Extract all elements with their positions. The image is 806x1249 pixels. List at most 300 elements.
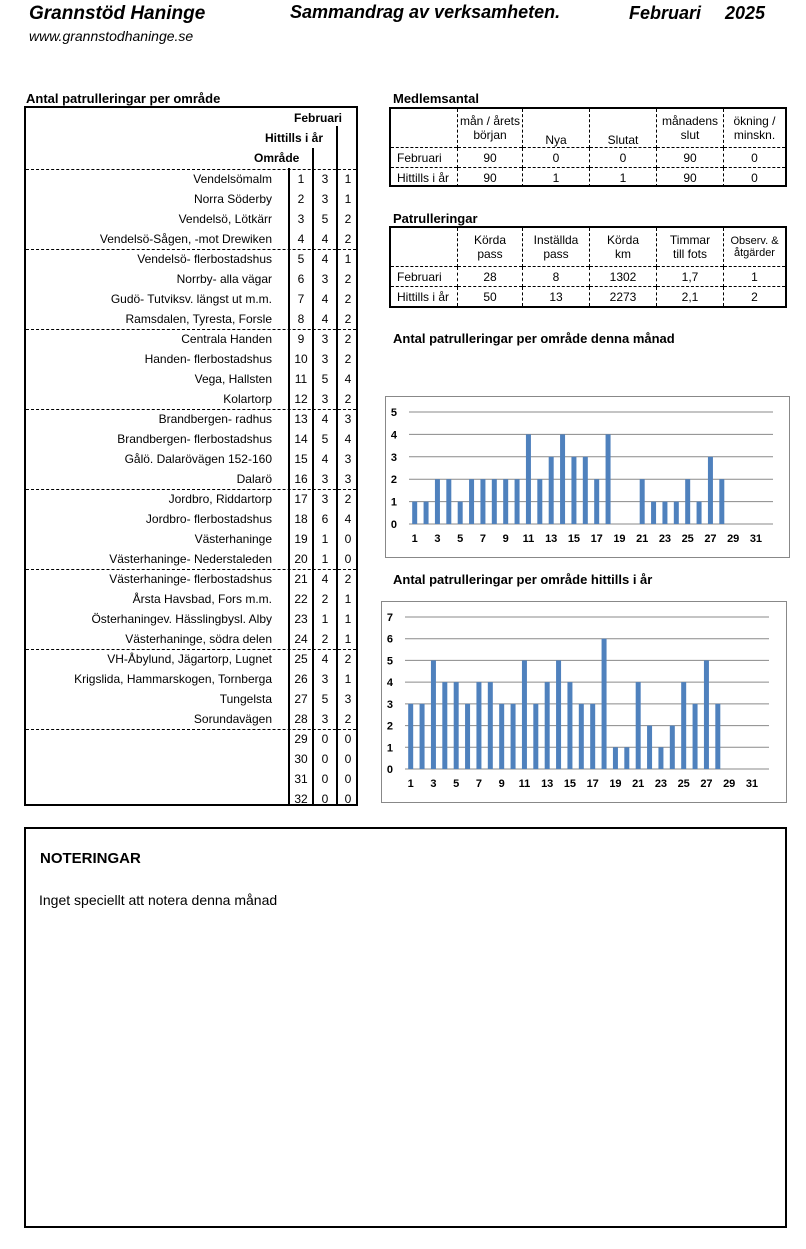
- area-row: [26, 569, 356, 589]
- area-number: 3: [297, 212, 305, 226]
- area-row: [26, 769, 356, 789]
- area-month-count: 3: [321, 172, 329, 186]
- bar: [594, 479, 599, 524]
- bar: [499, 704, 504, 769]
- patrols-cell: 8: [523, 267, 590, 287]
- members-table: [389, 107, 787, 187]
- notes-text: Inget speciellt att notera denna månad: [39, 892, 278, 908]
- area-month-count: 5: [321, 372, 329, 386]
- col-month-header: Februari: [294, 111, 343, 125]
- area-number: 20: [294, 552, 308, 566]
- bar: [556, 660, 561, 769]
- area-month-count: 3: [321, 492, 329, 506]
- x-tick-label: 1: [407, 778, 414, 790]
- x-tick-label: 23: [654, 778, 668, 790]
- area-ytd-count: 0: [344, 732, 352, 746]
- bar: [681, 682, 686, 769]
- bar: [492, 479, 497, 524]
- x-tick-label: 19: [613, 533, 626, 545]
- x-tick-label: 23: [658, 533, 672, 545]
- bar: [465, 704, 470, 769]
- x-tick-label: 13: [545, 533, 558, 545]
- area-name: Gålö. Dalarövägen 152-160: [124, 452, 272, 466]
- area-month-count: 2: [321, 592, 329, 606]
- y-tick-label: 7: [386, 612, 393, 624]
- patrols-title: Patrulleringar: [393, 211, 478, 226]
- area-row: [26, 489, 356, 509]
- area-row: [26, 209, 356, 229]
- x-tick-label: 3: [434, 533, 441, 545]
- area-number: 1: [297, 172, 305, 186]
- patrols-cell: 28: [458, 267, 523, 287]
- bar: [503, 479, 508, 524]
- area-ytd-count: 0: [344, 752, 352, 766]
- area-row: [26, 369, 356, 389]
- bar: [424, 502, 429, 524]
- patrols-row-label: Februari: [391, 267, 458, 287]
- area-month-count: 4: [321, 252, 329, 266]
- area-row: [26, 629, 356, 649]
- chart-month: [385, 396, 790, 558]
- area-month-count: 3: [321, 672, 329, 686]
- patrols-cell: 2: [724, 287, 786, 307]
- bar: [670, 726, 675, 769]
- x-tick-label: 5: [453, 778, 460, 790]
- area-name: Österhaningev. Hässlingbysl. Alby: [91, 612, 272, 626]
- area-row: [26, 669, 356, 689]
- bar: [431, 660, 436, 769]
- bar: [571, 457, 576, 524]
- bar: [560, 434, 565, 524]
- x-tick-label: 27: [700, 778, 713, 790]
- patrols-h3a: Körda: [606, 233, 640, 247]
- bar: [624, 747, 629, 769]
- y-tick-label: 5: [390, 407, 397, 419]
- area-ytd-count: 2: [344, 492, 352, 506]
- area-ytd-count: 1: [344, 632, 352, 646]
- x-tick-label: 19: [609, 778, 622, 790]
- area-name: Västerhaninge- flerbostadshus: [109, 572, 272, 586]
- area-ytd-count: 2: [344, 712, 352, 726]
- patrols-h2a: Inställda: [533, 233, 579, 247]
- patrols-h1b: pass: [477, 247, 503, 261]
- area-number: 13: [294, 412, 308, 426]
- x-tick-label: 9: [498, 778, 505, 790]
- bar: [613, 747, 618, 769]
- area-ytd-count: 2: [344, 392, 352, 406]
- area-row: [26, 509, 356, 529]
- col-ytd-header: Hittills i år: [265, 131, 324, 145]
- area-ytd-count: 2: [344, 572, 352, 586]
- bar: [651, 502, 656, 524]
- area-name: Västerhaninge: [194, 532, 272, 546]
- bar: [567, 682, 572, 769]
- patrols-h3b: km: [615, 247, 631, 261]
- patrols-cell: 2273: [590, 287, 657, 307]
- area-number: 5: [297, 252, 305, 266]
- area-name: Vendelsö-Sågen, -mot Drewiken: [99, 232, 272, 246]
- area-row: [26, 689, 356, 709]
- area-ytd-count: 4: [344, 372, 352, 386]
- x-tick-label: 7: [475, 778, 482, 790]
- area-number: 32: [294, 792, 308, 806]
- area-month-count: 0: [321, 732, 329, 746]
- area-month-count: 3: [321, 332, 329, 346]
- report-month: Februari: [629, 3, 702, 23]
- x-tick-label: 11: [522, 533, 535, 545]
- area-ytd-count: 1: [344, 612, 352, 626]
- y-tick-label: 2: [390, 474, 397, 487]
- area-ytd-count: 3: [344, 412, 352, 426]
- report-year: 2025: [725, 3, 766, 23]
- area-month-count: 3: [321, 272, 329, 286]
- area-row: [26, 409, 356, 429]
- area-month-count: 3: [321, 712, 329, 726]
- area-number: 27: [294, 692, 308, 706]
- area-row: [26, 229, 356, 249]
- members-cell: 0: [724, 168, 786, 188]
- chart-ytd: [381, 601, 787, 803]
- bar: [704, 660, 709, 769]
- bar: [537, 479, 542, 524]
- members-h4b: slut: [680, 128, 700, 142]
- bar: [583, 457, 588, 524]
- area-row: [26, 789, 356, 809]
- patrols-cell: 50: [458, 287, 523, 307]
- area-ytd-count: 2: [344, 352, 352, 366]
- area-ytd-count: 1: [344, 592, 352, 606]
- patrols-h5a: Observ. &: [730, 235, 779, 247]
- area-number: 11: [294, 372, 308, 386]
- area-name: Norra Söderby: [193, 192, 272, 206]
- patrols-h1a: Körda: [473, 233, 507, 247]
- area-row: [26, 309, 356, 329]
- members-h5a: ökning /: [733, 114, 776, 128]
- members-h2: Nya: [523, 109, 590, 148]
- members-h1a: mån / årets: [459, 114, 521, 128]
- x-tick-label: 1: [411, 533, 418, 545]
- members-cell: 0: [523, 148, 590, 168]
- area-number: 19: [294, 532, 308, 546]
- area-name: Västerhaninge- Nederstaleden: [109, 552, 272, 566]
- area-ytd-count: 1: [344, 192, 352, 206]
- y-tick-label: 6: [386, 633, 393, 646]
- bar: [662, 502, 667, 524]
- area-month-count: 0: [321, 772, 329, 786]
- area-month-count: 4: [321, 232, 329, 246]
- area-ytd-count: 1: [344, 252, 352, 266]
- bar: [590, 704, 595, 769]
- patrols-h4a: Timmar: [669, 233, 711, 247]
- members-cell: 90: [657, 148, 724, 168]
- area-number: 17: [294, 492, 308, 506]
- patrols-cell: 1: [724, 267, 786, 287]
- x-tick-label: 17: [586, 778, 599, 790]
- x-tick-label: 11: [518, 778, 531, 790]
- area-number: 24: [294, 632, 308, 646]
- area-row: [26, 249, 356, 269]
- area-month-count: 0: [321, 752, 329, 766]
- area-row: [26, 329, 356, 349]
- area-ytd-count: 0: [344, 552, 352, 566]
- summary-title: Sammandrag av verksamheten.: [290, 2, 561, 22]
- bar: [469, 479, 474, 524]
- area-name: Centrala Handen: [181, 332, 272, 346]
- area-number: 21: [294, 572, 308, 586]
- bar: [435, 479, 440, 524]
- x-tick-label: 29: [723, 778, 736, 790]
- area-number: 8: [297, 312, 305, 326]
- bar: [408, 704, 413, 769]
- area-ytd-count: 1: [344, 172, 352, 186]
- area-name: Kolartorp: [223, 392, 272, 406]
- bar: [685, 479, 690, 524]
- area-row: [26, 529, 356, 549]
- area-number: 10: [294, 352, 308, 366]
- area-ytd-count: 3: [344, 452, 352, 466]
- area-ytd-count: 3: [344, 692, 352, 706]
- bar: [454, 682, 459, 769]
- area-month-count: 3: [321, 472, 329, 486]
- bar: [480, 479, 485, 524]
- bar: [606, 434, 611, 524]
- bar: [442, 682, 447, 769]
- area-month-count: 3: [321, 392, 329, 406]
- bar: [549, 457, 554, 524]
- area-number: 15: [294, 452, 308, 466]
- area-month-count: 4: [321, 312, 329, 326]
- area-number: 16: [294, 472, 308, 486]
- area-ytd-count: 2: [344, 332, 352, 346]
- area-month-count: 3: [321, 352, 329, 366]
- y-tick-label: 0: [386, 764, 393, 776]
- members-cell: 1: [590, 168, 657, 188]
- area-number: 18: [294, 512, 308, 526]
- area-number: 12: [294, 392, 308, 406]
- y-tick-label: 3: [390, 451, 397, 464]
- area-name: Handen- flerbostadshus: [144, 352, 272, 366]
- patrols-row-label: Hittills i år: [391, 287, 458, 307]
- members-cell: 90: [458, 168, 523, 188]
- area-name: Dalarö: [236, 472, 272, 486]
- chart-month-title: Antal patrulleringar per område denna månad: [393, 331, 675, 346]
- area-number: 23: [294, 612, 308, 626]
- area-number: 26: [294, 672, 308, 686]
- x-tick-label: 17: [590, 533, 603, 545]
- area-row: [26, 449, 356, 469]
- area-ytd-count: 3: [344, 472, 352, 486]
- area-ytd-count: 0: [344, 772, 352, 786]
- area-month-count: 5: [321, 692, 329, 706]
- area-ytd-count: 2: [344, 312, 352, 326]
- area-name: Jordbro, Riddartorp: [168, 492, 272, 506]
- bar: [636, 682, 641, 769]
- bar: [511, 704, 516, 769]
- area-number: 7: [297, 292, 305, 306]
- col-area-header: Område: [254, 151, 300, 165]
- area-month-count: 2: [321, 632, 329, 646]
- members-h5b: minskn.: [733, 128, 776, 142]
- bar: [674, 502, 679, 524]
- bar: [476, 682, 481, 769]
- x-tick-label: 9: [502, 533, 509, 545]
- bar: [658, 747, 663, 769]
- area-ytd-count: 0: [344, 792, 352, 806]
- members-row-label: Hittills i år: [391, 168, 458, 188]
- y-tick-label: 4: [390, 429, 397, 442]
- area-number: 9: [297, 332, 305, 346]
- area-table: [24, 106, 358, 806]
- area-ytd-count: 4: [344, 432, 352, 446]
- bar: [640, 479, 645, 524]
- x-tick-label: 13: [541, 778, 554, 790]
- y-tick-label: 1: [386, 742, 393, 755]
- chart-month-svg: [386, 397, 789, 557]
- bar: [715, 704, 720, 769]
- x-tick-label: 21: [632, 778, 645, 790]
- patrols-cell: 1,7: [657, 267, 724, 287]
- area-month-count: 0: [321, 792, 329, 806]
- x-tick-label: 7: [479, 533, 486, 545]
- area-section-title: Antal patrulleringar per område: [26, 91, 221, 106]
- area-row: [26, 729, 356, 749]
- notes-title: NOTERINGAR: [40, 850, 141, 867]
- area-name: Vendelsö- flerbostadshus: [137, 252, 272, 266]
- bar: [446, 479, 451, 524]
- area-name: Jordbro- flerbostadshus: [145, 512, 272, 526]
- bar: [545, 682, 550, 769]
- area-name: Ramsdalen, Tyresta, Forsle: [125, 312, 272, 326]
- area-row: [26, 189, 356, 209]
- bar: [488, 682, 493, 769]
- bar: [526, 434, 531, 524]
- area-month-count: 4: [321, 412, 329, 426]
- area-name: Västerhaninge, södra delen: [125, 632, 272, 646]
- y-tick-label: 2: [386, 720, 393, 733]
- area-row: [26, 709, 356, 729]
- bar: [412, 502, 417, 524]
- area-row: [26, 269, 356, 289]
- area-number: 2: [297, 192, 305, 206]
- bar: [515, 479, 520, 524]
- patrols-h5b: åtgärder: [734, 247, 775, 259]
- bar: [420, 704, 425, 769]
- y-tick-label: 3: [386, 698, 393, 711]
- org-name: Grannstöd Haninge: [29, 3, 206, 24]
- area-month-count: 5: [321, 432, 329, 446]
- members-cell: 0: [590, 148, 657, 168]
- area-name: Brandbergen- radhus: [158, 412, 272, 426]
- y-tick-label: 0: [390, 519, 397, 531]
- bar: [602, 639, 607, 769]
- bar: [522, 660, 527, 769]
- area-name: Sorundavägen: [193, 712, 272, 726]
- area-row: [26, 169, 356, 189]
- area-ytd-count: 2: [344, 232, 352, 246]
- area-month-count: 1: [321, 612, 329, 626]
- area-number: 14: [294, 432, 308, 446]
- area-name: Vega, Hallsten: [194, 372, 272, 386]
- members-h1b: början: [473, 128, 507, 142]
- area-row: [26, 589, 356, 609]
- members-cell: 1: [523, 168, 590, 188]
- area-row: [26, 469, 356, 489]
- area-number: 29: [294, 732, 308, 746]
- members-cell: 90: [657, 168, 724, 188]
- area-name: Krigslida, Hammarskogen, Tornberga: [74, 672, 272, 686]
- bar: [693, 704, 698, 769]
- area-month-count: 4: [321, 292, 329, 306]
- chart-ytd-title: Antal patrulleringar per område hittills i år: [393, 572, 653, 587]
- area-number: 4: [297, 232, 305, 246]
- x-tick-label: 15: [567, 533, 581, 545]
- area-name: Norrby- alla vägar: [176, 272, 272, 286]
- x-tick-label: 31: [749, 533, 763, 545]
- area-month-count: 6: [321, 512, 329, 526]
- bar: [533, 704, 538, 769]
- area-number: 22: [294, 592, 308, 606]
- area-row: [26, 289, 356, 309]
- patrols-table: [389, 226, 787, 308]
- area-name: Tungelsta: [219, 692, 272, 706]
- area-ytd-count: 2: [344, 652, 352, 666]
- x-tick-label: 27: [704, 533, 717, 545]
- area-ytd-count: 0: [344, 532, 352, 546]
- area-month-count: 4: [321, 652, 329, 666]
- area-number: 28: [294, 712, 308, 726]
- y-tick-label: 4: [386, 677, 393, 690]
- bar: [579, 704, 584, 769]
- area-name: VH-Åbylund, Jägartorp, Lugnet: [107, 652, 272, 666]
- x-tick-label: 5: [457, 533, 464, 545]
- area-ytd-count: 1: [344, 672, 352, 686]
- patrols-cell: 1302: [590, 267, 657, 287]
- area-month-count: 4: [321, 452, 329, 466]
- area-row: [26, 389, 356, 409]
- area-name: Vendelsö, Lötkärr: [178, 212, 272, 226]
- x-tick-label: 25: [677, 778, 690, 790]
- y-tick-label: 1: [390, 496, 397, 509]
- members-h3: Slutat: [590, 109, 657, 148]
- area-row: [26, 549, 356, 569]
- area-name: Vendelsömalm: [193, 172, 272, 186]
- area-row: [26, 609, 356, 629]
- area-number: 6: [297, 272, 305, 286]
- x-tick-label: 21: [636, 533, 649, 545]
- bar: [719, 479, 724, 524]
- bar: [708, 457, 713, 524]
- members-title: Medlemsantal: [393, 91, 479, 106]
- x-tick-label: 25: [681, 533, 694, 545]
- members-row-label: Februari: [391, 148, 458, 168]
- website-url[interactable]: www.grannstodhaninge.se: [29, 28, 194, 44]
- notes-box: [24, 827, 787, 1228]
- area-row: [26, 349, 356, 369]
- area-row: [26, 429, 356, 449]
- area-month-count: 1: [321, 552, 329, 566]
- patrols-h4b: till fots: [672, 247, 707, 261]
- x-tick-label: 3: [430, 778, 437, 790]
- area-name: Gudö- Tutviksv. längst ut m.m.: [110, 292, 272, 306]
- area-name: Årsta Havsbad, Fors m.m.: [132, 592, 272, 606]
- members-h4a: månadens: [661, 114, 719, 128]
- y-tick-label: 5: [386, 655, 393, 668]
- members-cell: 90: [458, 148, 523, 168]
- area-ytd-count: 2: [344, 272, 352, 286]
- members-cell: 0: [724, 148, 786, 168]
- x-tick-label: 15: [563, 778, 577, 790]
- area-month-count: 3: [321, 192, 329, 206]
